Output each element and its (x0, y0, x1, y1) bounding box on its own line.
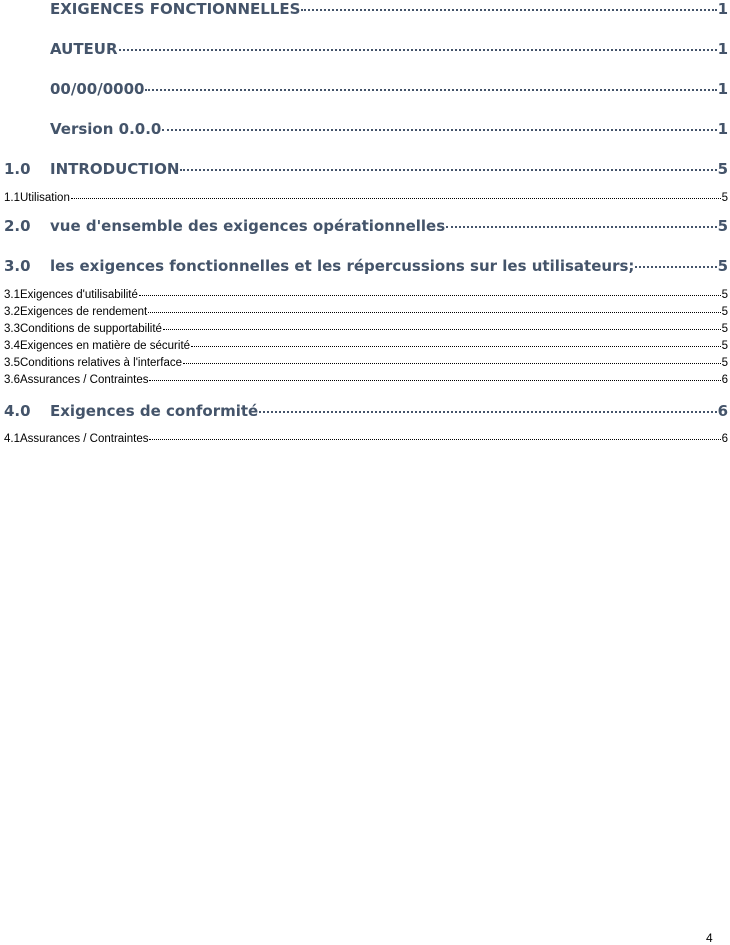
toc-entry-page: 5 (721, 340, 728, 352)
dot-leader (191, 346, 721, 347)
dot-leader (149, 380, 720, 381)
toc-entry-page: 5 (717, 217, 728, 235)
toc-entry-vue-ensemble[interactable] (0, 217, 728, 237)
toc-entry-page: 1 (717, 0, 728, 18)
toc-entry-number: 1.0 (4, 160, 31, 178)
toc-entry-number: 3.1 (4, 289, 20, 301)
toc-entry-title: vue d'ensemble des exigences opérationnelles (50, 217, 446, 235)
toc-entry-number: 3.0 (4, 257, 31, 275)
toc-entry-assurances-contraintes-conformite[interactable] (0, 433, 728, 449)
toc-entry-number: 1.1 (4, 192, 20, 204)
toc-entry-number: 4.0 (4, 402, 31, 420)
toc-entry-title: Conditions relatives à l'interface (20, 357, 182, 369)
toc-entry-page: 5 (721, 323, 728, 335)
toc-entry-utilisation[interactable] (0, 192, 728, 208)
toc-entry-assurances-contraintes[interactable] (0, 374, 728, 390)
toc-entry-interface[interactable] (0, 357, 728, 373)
toc-entry-page: 5 (721, 357, 728, 369)
toc-entry-title: Exigences de conformité (50, 402, 259, 420)
toc-entry-title: Version 0.0.0 (50, 120, 162, 138)
dot-leader (446, 226, 716, 228)
dot-leader (183, 363, 721, 364)
dot-leader (145, 89, 716, 91)
dot-leader (635, 266, 716, 268)
toc-entry-page: 6 (721, 433, 728, 445)
dot-leader (139, 295, 721, 296)
toc-entry-title: Conditions de supportabilité (20, 323, 162, 335)
toc-entry-page: 1 (717, 120, 728, 138)
dot-leader (148, 312, 720, 313)
toc-entry-page: 6 (717, 402, 728, 420)
toc-entry-introduction[interactable] (0, 160, 728, 180)
toc-entry-title: EXIGENCES FONCTIONNELLES (50, 0, 301, 18)
toc-entry-number: 3.5 (4, 357, 20, 369)
toc-entry-title: Utilisation (20, 192, 70, 204)
toc-entry-title: Exigences en matière de sécurité (20, 340, 191, 352)
toc-entry-supportabilite[interactable] (0, 323, 728, 339)
toc-entry-page: 5 (717, 257, 728, 275)
dot-leader (163, 329, 721, 330)
toc-entry-title: AUTEUR (50, 40, 118, 58)
dot-leader (71, 198, 721, 199)
toc-entry-rendement[interactable] (0, 306, 728, 322)
toc-entry-page: 5 (721, 192, 728, 204)
toc-entry-title: les exigences fonctionnelles et les répercussions sur les utilisateurs; (50, 257, 635, 275)
toc-entry-securite[interactable] (0, 340, 728, 356)
toc-entry-number: 3.6 (4, 374, 20, 386)
toc-entry-auteur[interactable] (0, 40, 728, 60)
toc-entry-title: Exigences de rendement (20, 306, 148, 318)
toc-entry-number: 4.1 (4, 433, 20, 445)
toc-entry-utilisabilite[interactable] (0, 289, 728, 305)
toc-entry-date[interactable] (0, 80, 728, 100)
toc-entry-title: 00/00/0000 (50, 80, 145, 98)
toc-entry-page: 1 (717, 80, 728, 98)
toc-entry-conformite[interactable] (0, 402, 728, 422)
toc-entry-page: 5 (721, 289, 728, 301)
dot-leader (301, 9, 716, 11)
toc-entry-page: 6 (721, 374, 728, 386)
toc-entry-exigences-fonctionnelles-repercussions[interactable] (0, 257, 728, 277)
toc-entry-number: 3.4 (4, 340, 20, 352)
toc-entry-page: 5 (721, 306, 728, 318)
dot-leader (119, 49, 717, 51)
toc-entry-title: Assurances / Contraintes (20, 374, 149, 386)
toc-entry-version[interactable] (0, 120, 728, 140)
dot-leader (149, 439, 720, 440)
toc-entry-number: 3.3 (4, 323, 20, 335)
dot-leader (162, 129, 716, 131)
toc-entry-title: Assurances / Contraintes (20, 433, 149, 445)
toc-entry-title: Exigences d'utilisabilité (20, 289, 138, 301)
toc-entry-page: 5 (717, 160, 728, 178)
page-number: 4 (706, 931, 713, 945)
dot-leader (180, 169, 716, 171)
toc-entry-exigences-fonctionnelles[interactable] (0, 0, 728, 20)
dot-leader (259, 411, 716, 413)
toc-entry-page: 1 (717, 40, 728, 58)
toc-entry-number: 3.2 (4, 306, 20, 318)
toc-entry-title: INTRODUCTION (50, 160, 180, 178)
toc-entry-number: 2.0 (4, 217, 31, 235)
